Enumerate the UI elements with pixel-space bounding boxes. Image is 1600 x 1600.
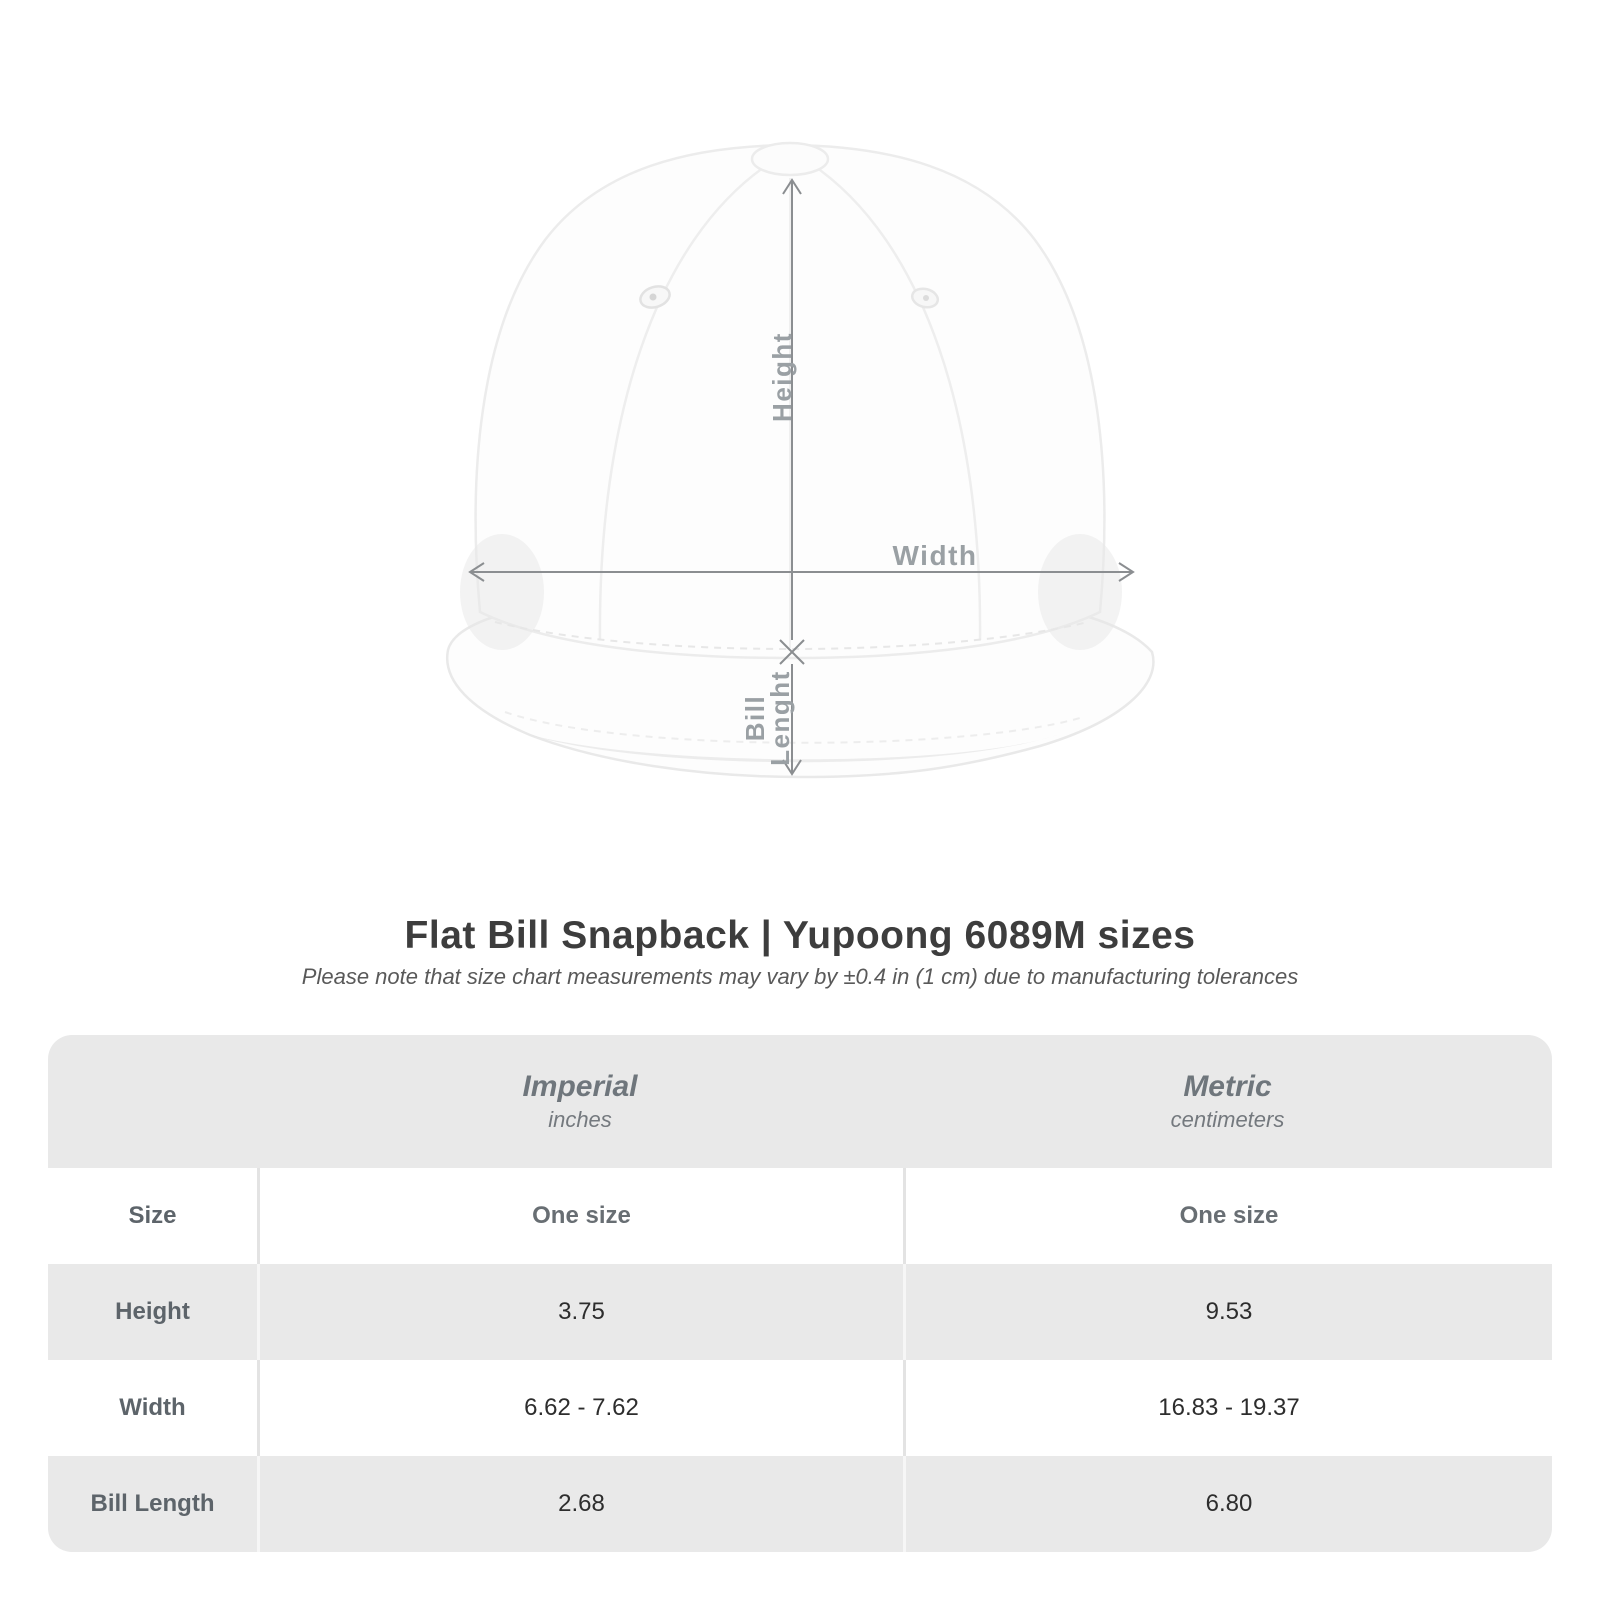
row-label: Width (119, 1394, 186, 1421)
row-label: Size (128, 1202, 177, 1229)
hat-shade-right (1038, 534, 1122, 650)
table-row-width (48, 1360, 1552, 1456)
svg-text:Lenght: Lenght (765, 670, 795, 766)
imperial-value: One size (257, 1168, 903, 1264)
imperial-value: 3.75 (257, 1264, 903, 1360)
height-dimension-label: Height (767, 332, 797, 422)
row-label: Height (115, 1298, 190, 1325)
hat-measurement-diagram (430, 118, 1170, 810)
heading-block (0, 913, 1600, 992)
row-label: Bill Length (90, 1490, 215, 1517)
hat-button (752, 143, 828, 175)
hat-shade-left (460, 534, 544, 650)
metric-value: 9.53 (903, 1264, 1552, 1360)
table-header (48, 1035, 1552, 1168)
metric-value: One size (903, 1168, 1552, 1264)
metric-column-label: Metric (1183, 1069, 1272, 1103)
imperial-column-unit: inches (548, 1106, 612, 1132)
table-corner-cell (48, 1035, 257, 1168)
table-row-bill-length (48, 1456, 1552, 1552)
imperial-value: 6.62 - 7.62 (257, 1360, 903, 1456)
metric-value: 6.80 (903, 1456, 1552, 1552)
metric-value: 16.83 - 19.37 (903, 1360, 1552, 1456)
table-row-height (48, 1264, 1552, 1360)
metric-column-unit: centimeters (1170, 1106, 1285, 1132)
size-chart-table (48, 1035, 1552, 1552)
imperial-column-label: Imperial (522, 1069, 638, 1103)
svg-text:Bill: Bill (740, 694, 770, 742)
page-title: Flat Bill Snapback | Yupoong 6089M sizes (404, 914, 1196, 957)
width-dimension-label: Width (892, 540, 978, 571)
imperial-column-header (257, 1035, 903, 1168)
metric-column-header (903, 1035, 1552, 1168)
imperial-value: 2.68 (257, 1456, 903, 1552)
page-subtitle: Please note that size chart measurements may vary by ±0.4 in (1 cm) due to manufacturing tolerances (301, 964, 1299, 989)
table-row-size (48, 1168, 1552, 1264)
